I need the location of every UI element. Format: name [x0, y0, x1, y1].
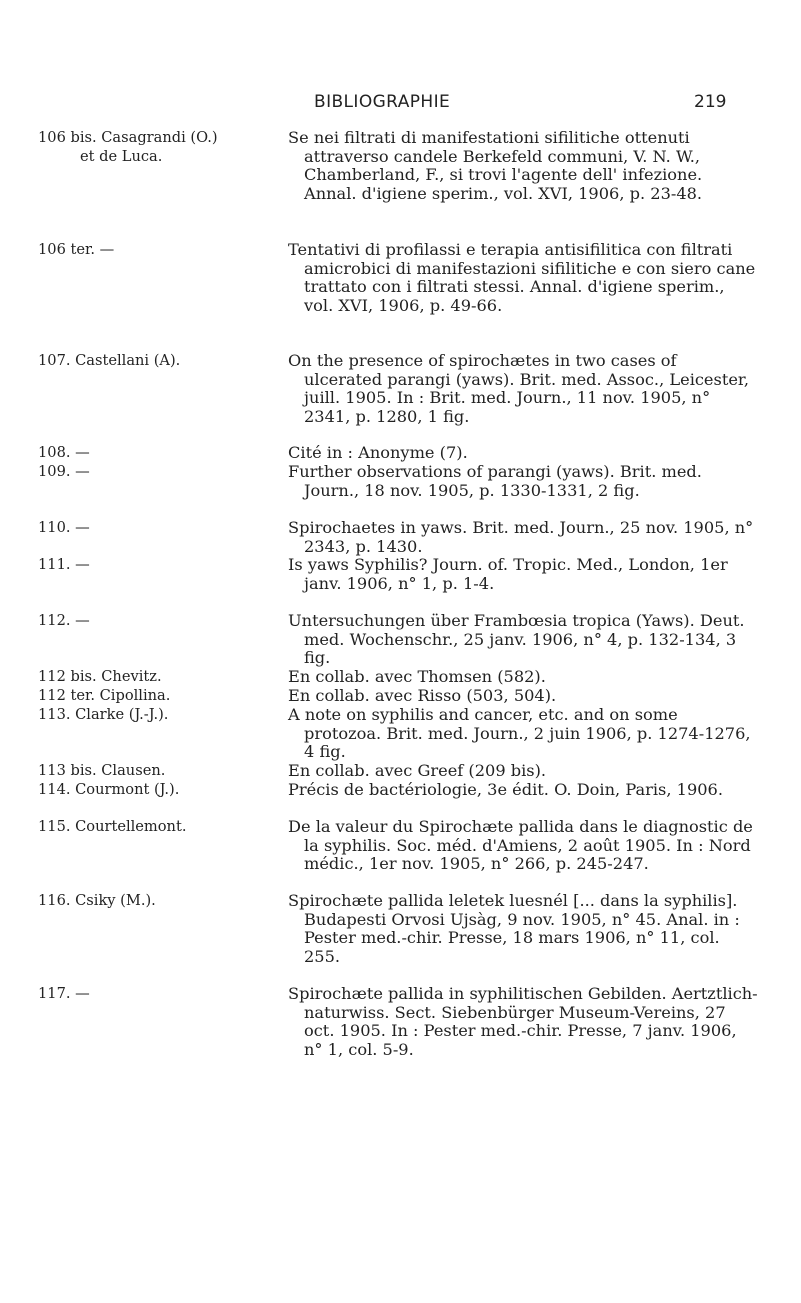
entry-text: A note on syphilis and cancer, etc. and on some protozoa. Brit. med. Journ., 2 juin 1906, p. 1274-1276, 4 fig. [288, 705, 751, 762]
bib-entry-113 [0, 706, 801, 762]
entry-label: 117. — [38, 985, 90, 1002]
bib-entry-107 [0, 352, 801, 444]
entry-label: 110. — [38, 519, 90, 536]
page-number: 219 [694, 92, 727, 112]
entry-text: Further observations of parangi (yaws). Brit. med. Journ., 18 nov. 1905, p. 1330-1331, 2 fig. [288, 462, 702, 500]
entry-text: En collab. avec Risso (503, 504). [288, 686, 557, 705]
entry-text: Untersuchungen über Frambœsia tropica (Yaws). Deut. med. Wochenschr., 25 janv. 1906, n° 4, p. 132-134, 3 fig. [288, 611, 745, 668]
entry-label: 113. Clarke (J.-J.). [38, 706, 169, 723]
bibliography-list [0, 129, 801, 1078]
entry-label: 115. Courtellemont. [38, 818, 187, 835]
entry-label: 112 ter. Cipollina. [38, 687, 171, 704]
entry-text: Tentativi di profilassi e terapia antisifilitica con filtrati amicrobici di manifestazioni sifilitiche e con siero cane trattato con i filtrati stessi. Annal. d'igiene sperim., vol. XVI, 1906, p. 49-66. [288, 240, 756, 315]
entry-label: 112 bis. Chevitz. [38, 668, 162, 685]
entry-text: En collab. avec Thomsen (582). [288, 667, 546, 686]
bib-entry-108 [0, 444, 801, 463]
bib-entry-112-bis [0, 668, 801, 687]
bib-entry-112-ter [0, 687, 801, 706]
entry-text: On the presence of spirochætes in two cases of ulcerated parangi (yaws). Brit. med. Assoc., Leicester, juill. 1905. In : Brit. med. Journ., 11 nov. 1905, n° 2341, p. 1280, 1 fig. [288, 351, 750, 426]
bib-entry-106-bis [0, 129, 801, 241]
entry-text: Spirochaetes in yaws. Brit. med. Journ., 25 nov. 1905, n° 2343, p. 1430. [288, 518, 754, 556]
entry-label: 116. Csiky (M.). [38, 892, 156, 909]
bib-entry-115 [0, 818, 801, 892]
bib-entry-117 [0, 985, 801, 1078]
bib-entry-109 [0, 463, 801, 519]
entry-label: 106 ter. — [38, 241, 115, 258]
entry-text: Se nei filtrati di manifestationi sifilitiche ottenuti attraverso candele Berkefeld communi, V. N. W., Chamberland, F., si trovi l'agente dell' infezione. Annal. d'igiene sperim., vol. XVI, 1906, p. 23-48. [288, 128, 703, 203]
entry-label: 114. Courmont (J.). [38, 781, 180, 798]
entry-text: Is yaws Syphilis? Journ. of. Tropic. Med., London, 1er janv. 1906, n° 1, p. 1-4. [288, 555, 728, 593]
entry-label: 111. — [38, 556, 90, 573]
bib-entry-111 [0, 556, 801, 612]
entry-text: De la valeur du Spirochæte pallida dans le diagnostic de la syphilis. Soc. méd. d'Amiens, 2 août 1905. In : Nord médic., 1er nov. 1905, n° 266, p. 245-247. [288, 817, 753, 874]
entry-label: 113 bis. Clausen. [38, 762, 166, 779]
running-title: BIBLIOGRAPHIE [314, 92, 451, 112]
entry-text: Cité in : Anonyme (7). [288, 443, 468, 462]
bib-entry-110 [0, 519, 801, 556]
entry-text: Spirochæte pallida leletek luesnél [... dans la syphilis]. Budapesti Orvosi Ujsàg, 9 nov. 1905, n° 45. Anal. in : Pester med.-chir. Presse, 18 mars 1906, n° 11, col. 255. [288, 891, 740, 966]
entry-text: En collab. avec Greef (209 bis). [288, 761, 547, 780]
bib-entry-106-ter [0, 241, 801, 352]
bib-entry-116 [0, 892, 801, 985]
entry-label: 106 bis. Casagrandi (O.) et de Luca. [38, 129, 218, 165]
entry-text: Spirochæte pallida in syphilitischen Gebilden. Aertztlich-naturwiss. Sect. Siebenbürger Museum-Vereins, 27 oct. 1905. In : Pester med.-chir. Presse, 7 janv. 1906, n° 1, col. 5-9. [288, 984, 758, 1059]
entry-label: 107. Castellani (A). [38, 352, 181, 369]
entry-text: Précis de bactériologie, 3e édit. O. Doin, Paris, 1906. [288, 780, 723, 799]
entry-label: 112. — [38, 612, 90, 629]
bib-entry-112 [0, 612, 801, 668]
entry-label: 109. — [38, 463, 90, 480]
bib-entry-113-bis [0, 762, 801, 781]
entry-label: 108. — [38, 444, 90, 461]
bib-entry-114 [0, 781, 801, 818]
page-header [0, 92, 801, 116]
